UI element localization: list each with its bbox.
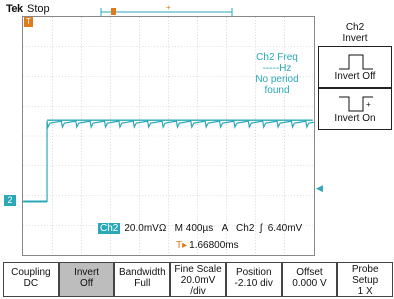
inverted-waveform-icon [339,95,373,113]
channel-settings-readout [98,223,302,234]
fine-scale-unit: /div [190,286,206,297]
probe-setup-label: Setup [352,275,379,286]
svg-text:+: + [366,100,371,109]
invert-off-button[interactable] [318,46,392,88]
coupling-value: DC [23,278,39,289]
coupling-label: Coupling [11,267,51,278]
trigger-level: 6.40mV [267,223,303,234]
fine-scale-softkey[interactable] [170,262,226,297]
brand-logo: Tek [6,3,23,15]
delay-value: 1.66800ms [189,240,239,251]
probe-setup-softkey[interactable] [337,262,393,297]
bandwidth-label: Bandwidth [118,267,166,278]
normal-waveform-icon [339,53,373,71]
coupling-symbol: Ω [158,223,167,234]
invert-value: Off [80,278,94,289]
position-value: -2.10 div [234,278,273,289]
position-softkey[interactable] [226,262,282,297]
softkey-bar [3,262,393,297]
invert-on-button[interactable] [318,88,392,130]
invert-softkey[interactable] [59,262,115,297]
side-menu-title-channel: Ch2 [345,22,365,33]
trigger-position-icon: + [166,3,171,12]
position-label: Position [235,267,272,278]
ch2-ground-marker[interactable]: 2 [4,195,16,206]
frequency-readout [238,52,316,96]
probe-label: Probe [351,264,379,275]
coupling-softkey[interactable] [3,262,59,297]
acquisition-status: Stop [27,3,50,15]
invert-on-label: Invert On [334,113,376,124]
bandwidth-softkey[interactable] [114,262,170,297]
fine-scale-value: 20.0mV [180,275,216,286]
freq-message-1: No period [255,74,299,85]
bandwidth-value: Full [134,278,151,289]
trigger-point-marker: T [24,17,33,27]
ch2-badge: Ch2 [100,223,119,234]
trigger-slope-icon: ʃ [259,223,263,234]
invert-off-label: Invert Off [334,71,376,82]
offset-label: Offset [296,267,323,278]
offset-softkey[interactable] [282,262,338,297]
freq-message-2: found [264,85,290,96]
freq-title: Ch2 Freq [256,52,298,63]
trigger-level-arrow-icon: ◀ [316,183,323,193]
offset-value: 0.000 V [292,278,327,289]
invert-label: Invert [74,267,100,278]
volts-per-div: 20.0mV [124,223,159,234]
side-menu-title-function: Invert [342,33,368,44]
fine-scale-label: Fine Scale [174,264,222,275]
freq-value: -----Hz [262,63,292,74]
trigger-source: Ch2 [236,223,255,234]
timebase: M 400µs [174,223,214,234]
delay-icon: T▸ [176,240,188,251]
side-menu-title [318,22,392,44]
horizontal-delay-readout [176,240,239,251]
probe-attenuation: 1 X [357,286,373,297]
trigger-mode: A [221,223,228,234]
